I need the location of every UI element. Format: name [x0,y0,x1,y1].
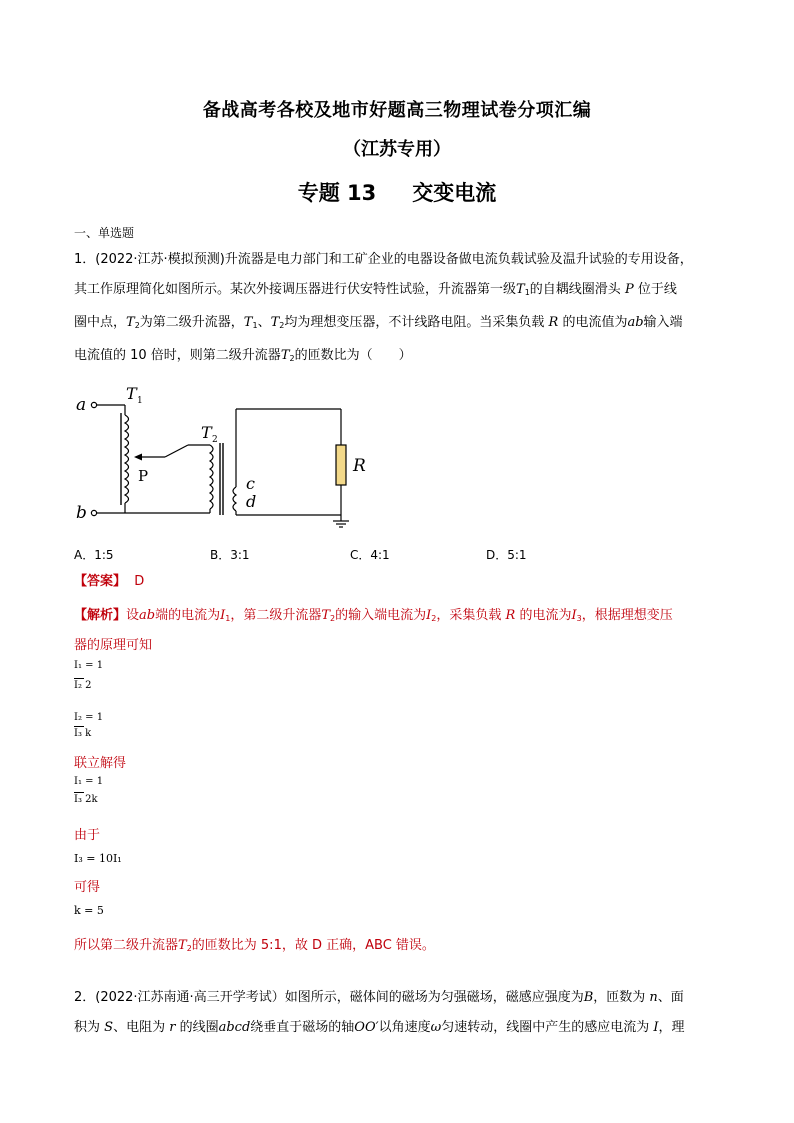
option-b: B．3:1 [210,548,250,562]
q1-line-3: 圈中点，$T_2$为第二级升流器，$T_1$、$T_2$均为理想变压器，不计线路电阻。当采集负载 R 的电流值为ab输入端 [74,315,683,330]
fraction-bar [74,792,84,793]
label-p: P [138,467,149,485]
document-title: 备战高考各校及地市好题高三物理试卷分项汇编 [202,100,592,121]
label-d: d [246,492,257,511]
answer-line [74,570,144,589]
t2-secondary-coil [233,487,236,511]
topic-name: 交变电流 [412,181,497,205]
analysis-line-2: 器的原理可知 [74,638,153,653]
question-1-text [74,245,724,374]
document-page: 备战高考各校及地市好题高三物理试卷分项汇编 （江苏专用） 专题 13 交变电流 一、单选题 1．(2022·江苏·模拟预测)升流器是电力部门和工矿企业的电器设备做电流负载试验及温升试验的专用设备， 其工作原理简化如图所示。某次外接调压器进行伏安特性试验，升流器第一级$T_1$的自耦线圈滑头 P 位于线 圈中点，$T_2$为第二级升流器，$T_1$、$T_2$均为理想变压器，不计线路电阻。当采集负载 R 的电流值为ab输入端 电流值的 10 倍时，则第二级升流器$T_2$的匝数比为（ ） a b T 1 T 2 P c d R A．1:5 B．3:1 C．4:1 D．5:1 【答案】 D 【解析】设ab端的电流为$I_1$，第二级升流器$T_2$的输入端电流为$I_2$，采集负载 R 的电流为$I_3$，根据理想变压 器的原理可知 I₁ = 1 I₂ 2 I₂ = 1 I₃ k 联立解得 I₁ = 1 I₃ 2k 由于 I₃ = 10I₁ 可得 k = 5 所以第二级升流器$T_2$的匝数比为 5:1，故 D 正确，ABC 错误。 2．(2022·江苏南通·高三开学考试）如图所示，磁体间的磁场为匀强磁场，磁感应强度为B，匝数为 n、面 积为 S、电阻为 r 的线圈abcd绕垂直于磁场的轴OO′以角速度ω匀速转动，线圈中产生的感应电流为 I，理 [0,0,794,1123]
t1-coil [125,415,129,503]
label-t1: T [126,385,137,403]
label-a: a [76,395,87,415]
label-t1-sub: 1 [137,396,143,406]
q2-line-2: 积为 S、电阻为 r 的线圈abcd绕垂直于磁场的轴OO′以角速度ω匀速转动，线圈中产生的感应电流为 I，理 [74,1020,685,1035]
q1-line-4: 电流值的 10 倍时，则第二级升流器$T_2$的匝数比为（ ） [74,348,412,363]
equation-5: k = 5 [74,904,104,917]
circuit-diagram [70,385,370,533]
label-b: b [76,503,87,523]
option-c: C．4:1 [350,548,390,562]
analysis-line-1: 【解析】设ab端的电流为$I_1$，第二级升流器$T_2$的输入端电流为$I_2$，采集负载 R 的电流为$I_3$，根据理想变压 [74,608,673,623]
analysis-conclusion: 所以第二级升流器$T_2$的匝数比为 5:1，故 D 正确，ABC 错误。 [74,938,435,953]
t2-primary-coil [210,445,213,509]
terminal-b [91,510,96,515]
label-c: c [246,474,255,493]
answer-value: D [134,574,145,589]
q1-line-2: 其工作原理简化如图所示。某次外接调压器进行伏安特性试验，升流器第一级$T_1$的自耦线圈滑头 P 位于线 [74,282,677,297]
q2-line-1: 2．(2022·江苏南通·高三开学考试）如图所示，磁体间的磁场为匀强磁场，磁感应强度为B，匝数为 n、面 [74,990,684,1005]
answer-label: 【答案】 [74,574,127,589]
document-subtitle: （江苏专用） [343,139,451,160]
option-d: D．5:1 [486,548,527,562]
label-r: R [353,456,366,476]
option-a: A．1:5 [74,548,114,562]
question-2-text [74,983,724,1043]
analysis-lianli: 联立解得 [74,756,127,771]
equation-4: I₃ = 10I₁ [74,852,122,865]
label-t2: T [201,423,212,442]
fraction-bar [74,726,84,727]
resistor-r [336,445,346,485]
topic-number: 专题 13 [297,181,377,205]
topic-heading [0,177,794,207]
section-heading: 一、单选题 [74,226,135,240]
q1-line-1: 1．(2022·江苏·模拟预测)升流器是电力部门和工矿企业的电器设备做电流负载试验及温升试验的专用设备， [74,252,693,267]
analysis-kede: 可得 [74,880,101,895]
terminal-a [91,402,96,407]
analysis-youyu: 由于 [74,828,101,843]
label-t2-sub: 2 [212,435,218,445]
fraction-bar [74,678,84,679]
